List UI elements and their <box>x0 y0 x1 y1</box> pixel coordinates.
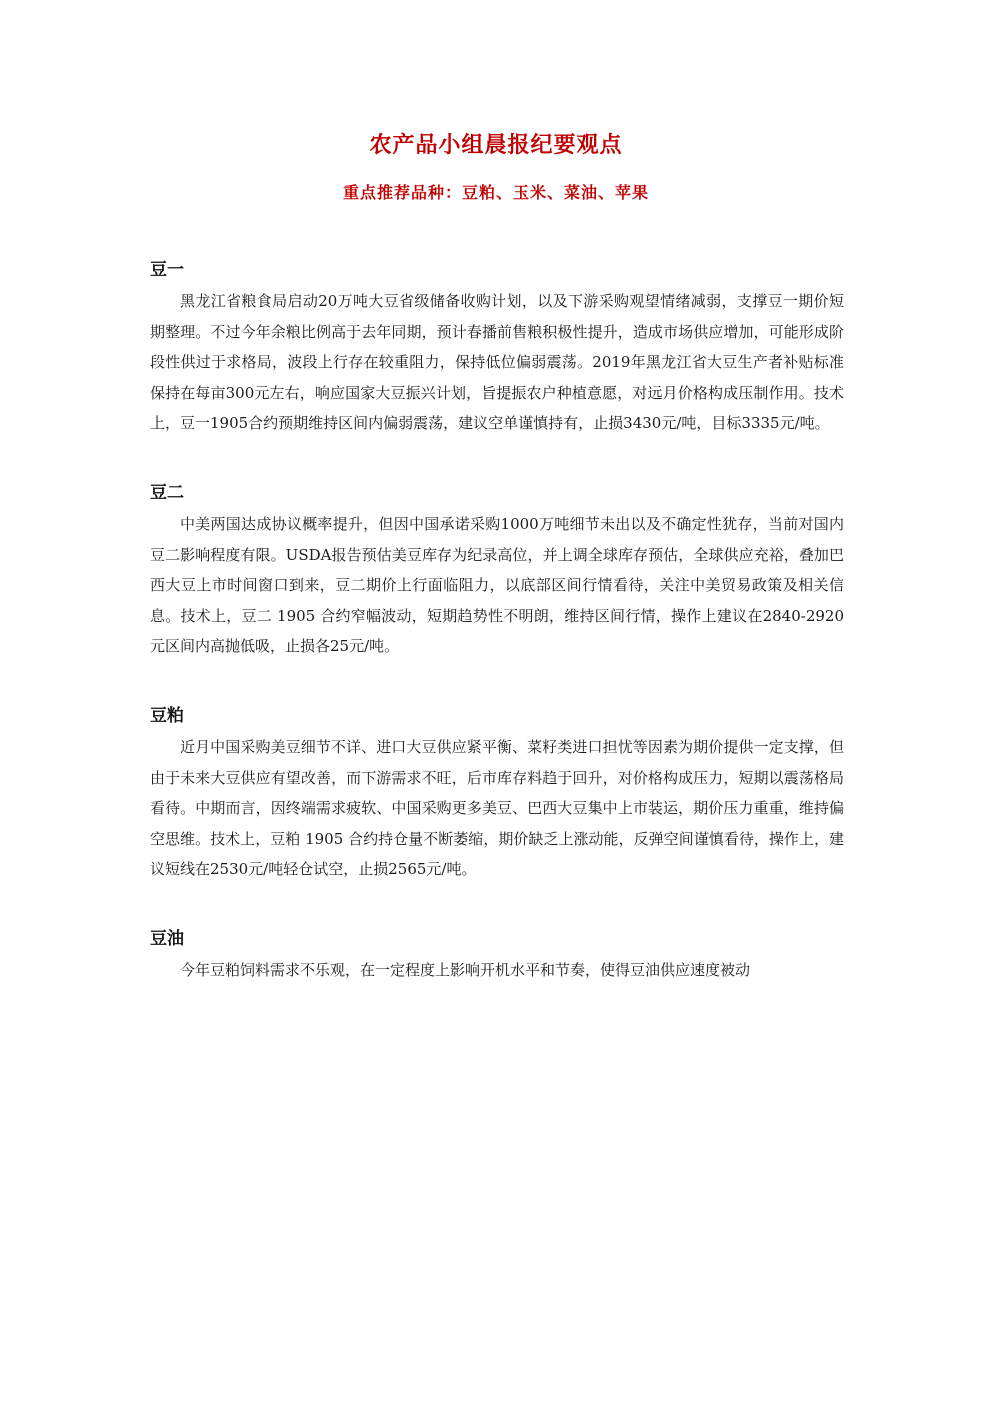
section-douer <box>150 481 844 662</box>
section-heading: 豆油 <box>150 928 184 949</box>
section-douyou <box>150 927 844 986</box>
section-paragraph: 今年豆粕饲料需求不乐观，在一定程度上影响开机水平和节奏，使得豆油供应速度被动 <box>180 960 751 979</box>
section-paragraph: 中美两国达成协议概率提升，但因中国承诺采购1000万吨细节未出以及不确定性犹存，当前对国内豆二影响程度有限。USDA报告预估美豆库存为纪录高位，并上调全球库存预估，全球供应充裕，叠加巴西大豆上市时间窗口到来，豆二期价上行面临阻力，以底部区间行情看待，关注中美贸易政策及相关信息。技术上，豆二 1905 合约窄幅波动，短期趋势性不明朗，维持区间行情，操作上建议在2840-2920元区间内高抛低吸，止损各25元/吨。 <box>150 514 844 656</box>
page-subtitle: 重点推荐品种：豆粕、玉米、菜油、苹果 <box>342 183 649 202</box>
report-content <box>150 258 844 986</box>
section-paragraph: 近月中国采购美豆细节不详、进口大豆供应紧平衡、菜籽类进口担忧等因素为期价提供一定支撑，但由于未来大豆供应有望改善，而下游需求不旺，后市库存料趋于回升，对价格构成压力，短期以震荡格局看待。中期而言，因终端需求疲软、中国采购更多美豆、巴西大豆集中上市装运，期价压力重重，维持偏空思维。技术上，豆粕 1905 合约持仓量不断萎缩，期价缺乏上涨动能，反弹空间谨慎看待，操作上，建议短线在2530元/吨轻仓试空，止损2565元/吨。 <box>150 737 844 879</box>
section-heading: 豆一 <box>150 260 184 280</box>
page-title: 农产品小组晨报纪要观点 <box>369 133 623 158</box>
section-douyi <box>150 258 844 439</box>
section-paragraph: 黑龙江省粮食局启动20万吨大豆省级储备收购计划，以及下游采购观望情绪减弱，支撑豆一期价短期整理。不过今年余粮比例高于去年同期，预计春播前售粮积极性提升，造成市场供应增加，可能形成阶段性供过于求格局，波段上行存在较重阻力，保持低位偏弱震荡。2019年黑龙江省大豆生产者补贴标准保持在每亩300元左右，响应国家大豆振兴计划，旨提振农户种植意愿，对远月价格构成压制作用。技术上，豆一1905合约预期维持区间内偏弱震荡，建议空单谨慎持有，止损3430元/吨，目标3335元/吨。 <box>150 292 844 433</box>
section-heading: 豆二 <box>150 482 184 503</box>
section-heading: 豆粕 <box>150 705 184 726</box>
section-doupo <box>150 704 844 885</box>
